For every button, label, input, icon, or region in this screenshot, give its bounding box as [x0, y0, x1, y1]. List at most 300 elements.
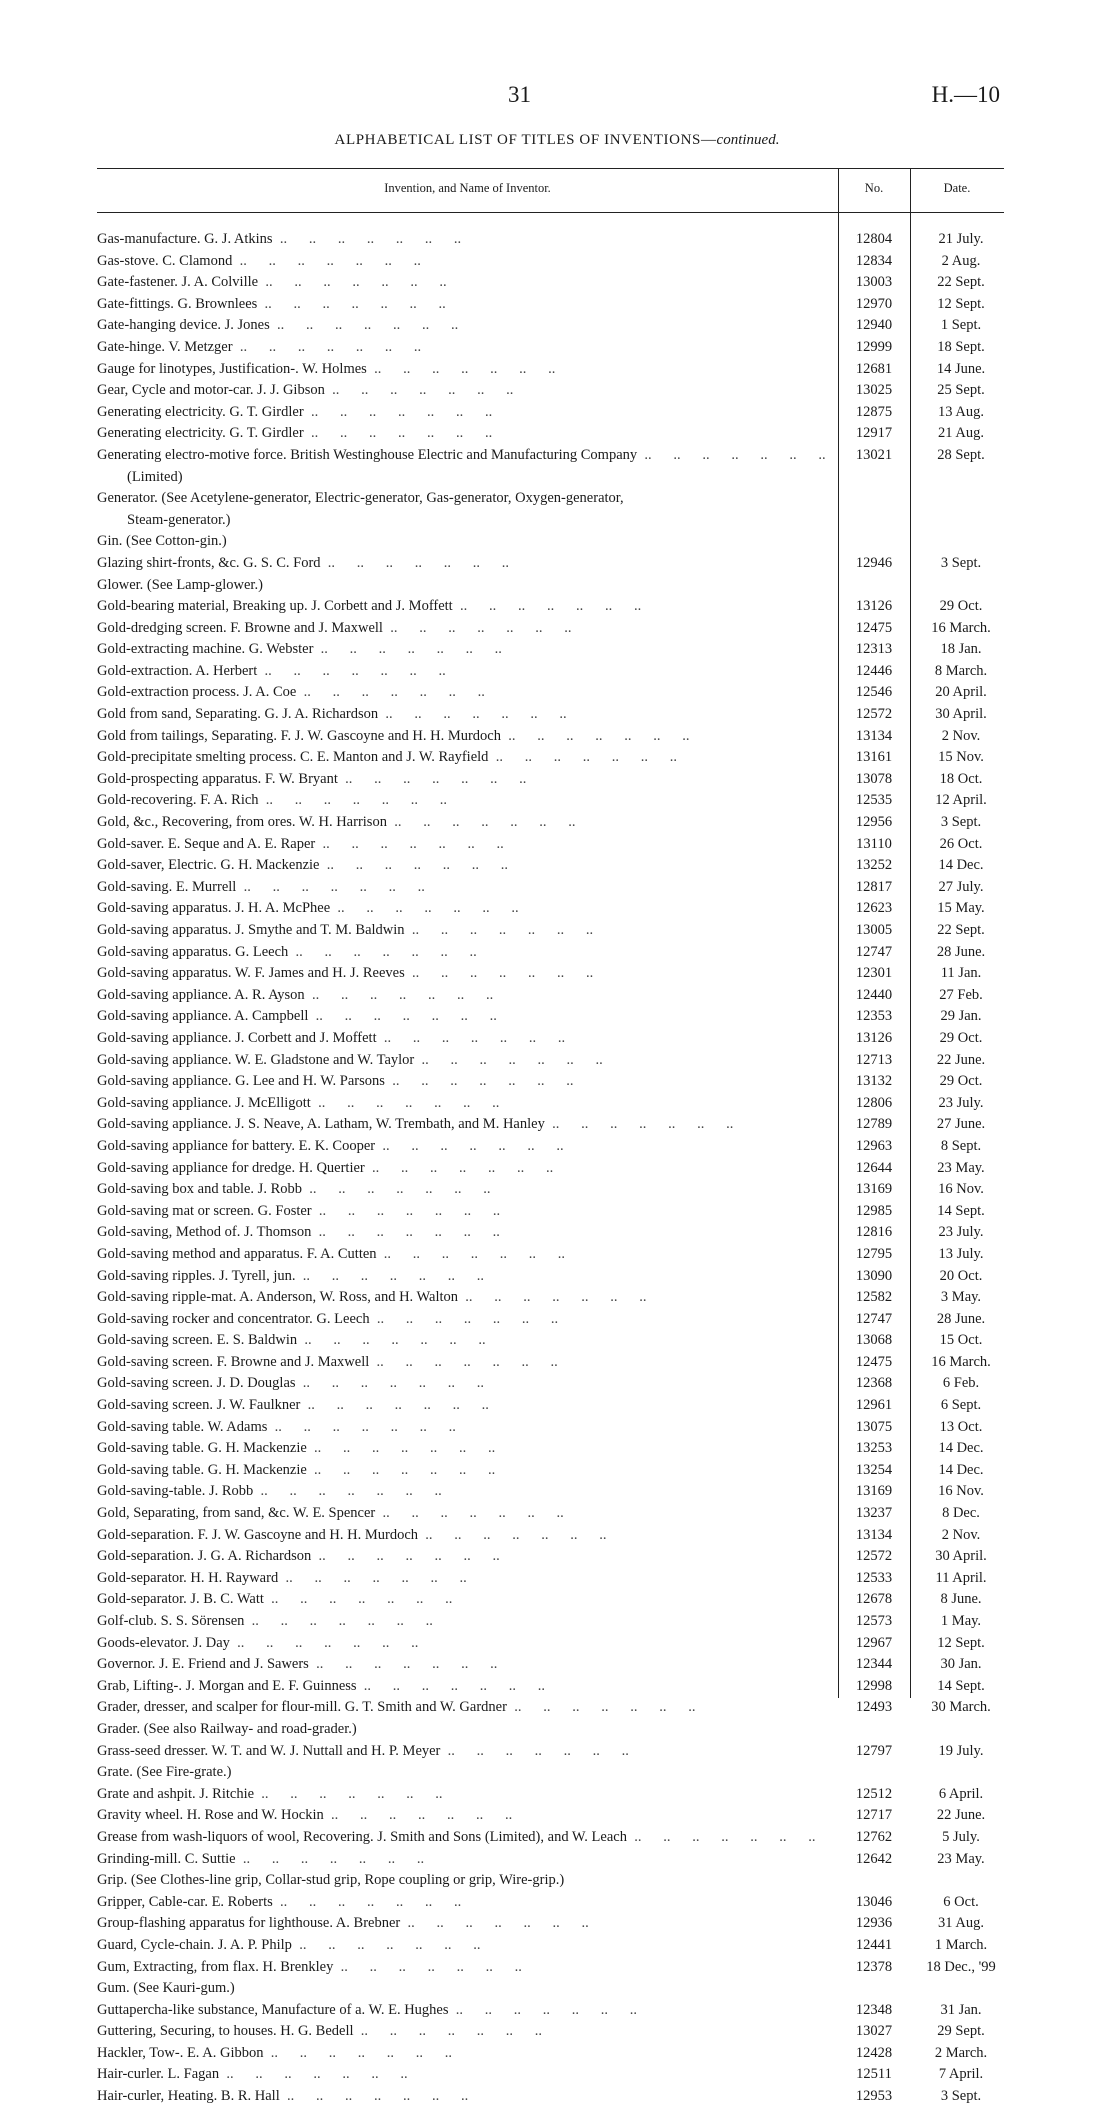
- patent-number: 13169: [855, 1181, 893, 1198]
- patent-number: 12817: [855, 878, 893, 895]
- dot-leader: .. .. .. .. .. .. ..: [232, 252, 421, 269]
- list-item: [97, 317, 1004, 339]
- dot-leader: .. .. .. .. .. .. ..: [272, 231, 462, 247]
- list-item: [97, 1462, 1004, 1484]
- patent-date: 2 Aug.: [941, 252, 981, 269]
- invention-title: [97, 641, 827, 658]
- patent-number: 13046: [855, 1893, 893, 1910]
- patent-number: 13068: [855, 1332, 893, 1349]
- patent-date: 27 July.: [938, 878, 984, 895]
- patent-date: 22 Sept.: [937, 274, 985, 291]
- invention-title: [97, 1505, 827, 1522]
- patent-number: 12368: [855, 1375, 893, 1392]
- invention-title: [97, 1289, 827, 1306]
- dot-leader: .. .. .. .. .. .. ..: [375, 1505, 564, 1522]
- patent-number: 12446: [855, 662, 893, 679]
- dot-leader: .. .. .. .. .. .. ..: [637, 446, 826, 463]
- patent-number: 12572: [855, 1548, 893, 1565]
- patent-date: 27 Feb.: [939, 986, 983, 1003]
- invention-title-text: Gold-saving apparatus. J. H. A. McPhee: [97, 900, 331, 917]
- list-item: [97, 1224, 1004, 1246]
- invention-title: [97, 1181, 827, 1198]
- patent-date: 22 Sept.: [937, 922, 985, 938]
- list-item: [97, 274, 1004, 296]
- patent-date: 14 Sept.: [937, 1677, 985, 1694]
- dot-leader: .. .. .. .. .. .. ..: [320, 554, 510, 571]
- invention-title-text: Grease from wash-liquors of wool, Recovering. J. Smith and Sons (Limited), and W. Leach: [97, 1828, 627, 1845]
- dot-leader: .. .. .. .. .. .. ..: [229, 1634, 419, 1651]
- list-item: [97, 1851, 1004, 1873]
- patent-date: 31 Aug.: [938, 1915, 984, 1932]
- list-item: [97, 1786, 1004, 1808]
- invention-title-text: Gold-saving appliance. G. Lee and H. W. Parsons: [97, 1073, 385, 1090]
- invention-title: [97, 404, 827, 421]
- invention-title-text: Gold-saving method and apparatus. F. A. Cutten: [97, 1245, 377, 1262]
- patent-date: 22 June.: [936, 1051, 986, 1068]
- dot-leader: .. .. .. .. .. .. ..: [279, 2088, 469, 2105]
- invention-title: [97, 1959, 827, 1976]
- patent-date: 14 Dec.: [938, 857, 984, 874]
- list-item: [97, 1915, 1004, 1937]
- list-item: [97, 1894, 1004, 1916]
- invention-title: [97, 1311, 827, 1328]
- patent-number: 12875: [855, 403, 893, 420]
- invention-title-text: Gold-saving mat or screen. G. Foster: [97, 1202, 312, 1219]
- invention-title-text: Gas-stove. C. Clamond: [97, 252, 233, 269]
- dot-leader: .. .. .. .. .. .. ..: [311, 1202, 501, 1219]
- invention-title: [97, 2066, 827, 2083]
- dot-leader: .. .. .. .. .. .. ..: [303, 425, 493, 442]
- patent-date: 20 Oct.: [939, 1267, 983, 1284]
- invention-title-text: Glazing shirt-fronts, &c. G. S. C. Ford: [97, 554, 321, 571]
- invention-title-text: Gold-saving ripples. J. Tyrell, jun.: [97, 1267, 296, 1284]
- patent-date: 20 April.: [935, 684, 987, 701]
- list-item: [97, 663, 1004, 685]
- invention-title-text: Gold-saving. E. Murrell: [97, 878, 237, 895]
- list-item: [97, 792, 1004, 814]
- list-item: [97, 1073, 1004, 1095]
- invention-title: [97, 1786, 827, 1803]
- patent-date: 16 March.: [931, 1353, 991, 1370]
- dot-leader: .. .. .. .. .. .. ..: [378, 706, 567, 723]
- list-item: [97, 2088, 1004, 2110]
- invention-title: [97, 425, 827, 442]
- inventions-list: [97, 231, 1004, 2110]
- invention-title: [97, 1052, 827, 1069]
- list-item: [97, 1807, 1004, 1829]
- patent-number: 12953: [855, 2088, 893, 2105]
- dot-leader: .. .. .. .. .. .. ..: [253, 1483, 442, 1500]
- patent-date: 8 Dec.: [942, 1505, 980, 1522]
- invention-title-text: Gin. (See Cotton-gin.): [97, 533, 227, 550]
- invention-title: [97, 944, 827, 961]
- invention-title: [97, 965, 827, 982]
- invention-title: [97, 361, 827, 378]
- dot-leader: .. .. .. .. .. .. ..: [306, 1440, 496, 1457]
- patent-date: 14 Sept.: [937, 1202, 985, 1219]
- patent-date: 11 April.: [935, 1569, 987, 1586]
- invention-title-text: Grate and ashpit. J. Ritchie: [97, 1785, 255, 1802]
- list-item: [97, 1268, 1004, 1290]
- patent-date: 6 Sept.: [940, 1397, 982, 1414]
- patent-date: 13 July.: [938, 1245, 984, 1262]
- patent-date: 13 Oct.: [939, 1418, 983, 1435]
- list-item: [97, 1116, 1004, 1138]
- list-item: [97, 1872, 1004, 1894]
- list-item: [97, 1980, 1004, 2002]
- invention-title-text: Gravity wheel. H. Rose and W. Hockin: [97, 1807, 324, 1824]
- column-header-date: Date.: [943, 181, 971, 195]
- list-item: [97, 879, 1004, 901]
- invention-title: [97, 447, 827, 464]
- invention-title: [97, 1095, 827, 1112]
- invention-title: [97, 836, 827, 853]
- patent-date: 8 June.: [940, 1591, 982, 1608]
- dot-leader: .. .. .. .. .. .. ..: [386, 814, 576, 831]
- dot-leader: .. .. .. .. .. .. ..: [488, 749, 677, 766]
- patent-date: 15 Oct.: [939, 1332, 983, 1349]
- patent-date: 8 Sept.: [940, 1137, 982, 1154]
- patent-number: 12956: [855, 814, 893, 831]
- patent-number: 12963: [855, 1137, 893, 1154]
- invention-title: [97, 728, 827, 745]
- invention-title: [97, 1721, 827, 1738]
- invention-title-text: Grate. (See Fire-grate.): [97, 1764, 232, 1781]
- list-item: [97, 512, 1004, 534]
- document-code: H.—10: [931, 82, 1000, 107]
- list-item: [97, 2023, 1004, 2045]
- list-item: [97, 1764, 1004, 1786]
- patent-date: 29 Oct.: [939, 598, 983, 615]
- invention-title: [97, 1375, 827, 1392]
- list-item: [97, 361, 1004, 383]
- list-item: [97, 1354, 1004, 1376]
- invention-title: [97, 1354, 827, 1371]
- invention-title-text: Steam-generator.): [127, 511, 231, 528]
- invention-title-text: Gold-saving appliance. W. E. Gladstone and W. Taylor: [97, 1051, 415, 1068]
- list-item: [97, 1332, 1004, 1354]
- dot-leader: .. .. .. .. .. .. ..: [544, 1116, 734, 1133]
- invention-title: [97, 1138, 827, 1155]
- dot-leader: .. .. .. .. .. .. ..: [315, 835, 504, 852]
- invention-title: [97, 2023, 827, 2040]
- invention-title-text: Gold-saving table. G. H. Mackenzie: [97, 1440, 307, 1457]
- invention-title: [97, 1268, 827, 1285]
- invention-title: [97, 253, 827, 270]
- invention-title-text: Gold-saving apparatus. J. Smythe and T. M. Baldwin: [97, 922, 405, 938]
- list-item: [97, 684, 1004, 706]
- dot-leader: .. .. .. .. .. .. ..: [300, 1397, 489, 1414]
- invention-title: [97, 1397, 827, 1414]
- invention-title-text: Gold-precipitate smelting process. C. E. Manton and J. W. Rayfield: [97, 749, 489, 766]
- patent-number: 12428: [855, 2044, 893, 2061]
- dot-leader: .. .. .. .. .. .. ..: [414, 1051, 603, 1068]
- patent-date: 14 Dec.: [938, 1461, 984, 1478]
- invention-title: [97, 469, 827, 486]
- dot-leader: .. .. .. .. .. .. ..: [369, 1310, 559, 1327]
- invention-title: [97, 1419, 827, 1436]
- patent-date: 1 March.: [934, 1936, 988, 1953]
- invention-title: [97, 1980, 827, 1997]
- invention-title: [97, 1743, 827, 1760]
- invention-title-text: Gold-saving table. W. Adams: [97, 1418, 268, 1435]
- patent-date: 6 April.: [938, 1785, 984, 1802]
- patent-number: 12804: [855, 231, 893, 247]
- invention-title-text: Gold-saving appliance. A. R. Ayson: [97, 986, 305, 1003]
- invention-title-text: Gold-saving screen. J. D. Douglas: [97, 1375, 296, 1392]
- invention-title: [97, 1937, 827, 1954]
- invention-title-text: Generating electricity. G. T. Girdler: [97, 425, 304, 442]
- dot-leader: .. .. .. .. .. .. ..: [506, 1699, 696, 1716]
- patent-number: 12917: [855, 425, 893, 442]
- patent-number: 12999: [855, 338, 893, 355]
- list-item: [97, 1030, 1004, 1052]
- invention-title-text: Hair-curler, Heating. B. R. Hall: [97, 2088, 280, 2105]
- dot-leader: .. .. .. .. .. .. ..: [272, 1893, 462, 1910]
- dot-leader: .. .. .. .. .. .. ..: [418, 1526, 607, 1543]
- invention-title-text: Gold-saving table. G. H. Mackenzie: [97, 1461, 307, 1478]
- patent-number: 13253: [855, 1440, 893, 1457]
- invention-title: [97, 1591, 827, 1608]
- invention-title: [97, 1656, 827, 1673]
- patent-date: 6 Oct.: [943, 1893, 979, 1910]
- patent-number: 12834: [855, 252, 893, 269]
- list-item: [97, 944, 1004, 966]
- invention-title-text: Glower. (See Lamp-glower.): [97, 576, 263, 593]
- dot-leader: .. .. .. .. .. .. ..: [297, 1332, 486, 1349]
- invention-title-text: Gold-saving apparatus. W. F. James and H. J. Reeves: [97, 965, 405, 982]
- patent-number: 12348: [855, 2001, 893, 2018]
- dot-leader: .. .. .. .. .. .. ..: [244, 1613, 433, 1629]
- dot-leader: .. .. .. .. .. .. ..: [500, 727, 690, 744]
- patent-date: 21 July.: [938, 231, 984, 247]
- invention-title: [97, 879, 827, 896]
- list-item: [97, 1570, 1004, 1592]
- invention-title-text: Gold-saving appliance. J. McElligott: [97, 1094, 311, 1111]
- patent-number: 12623: [855, 900, 893, 917]
- patent-number: 12967: [855, 1634, 893, 1651]
- list-item: [97, 2066, 1004, 2088]
- dot-leader: .. .. .. .. .. .. ..: [308, 1008, 497, 1025]
- invention-title-text: Grip. (See Clothes-line grip, Collar-stud grip, Rope coupling or grip, Wire-grip.): [97, 1872, 565, 1889]
- patent-date: 26 Oct.: [939, 835, 983, 852]
- list-item: [97, 857, 1004, 879]
- invention-title-text: Gate-fastener. J. A. Colville: [97, 274, 259, 291]
- patent-number: 12493: [855, 1699, 893, 1716]
- invention-title: [97, 1203, 827, 1220]
- dot-leader: .. .. .. .. .. .. ..: [311, 1224, 500, 1241]
- dot-leader: .. .. .. .. .. .. ..: [308, 1656, 498, 1673]
- dot-leader: .. .. .. .. .. .. ..: [337, 770, 527, 787]
- list-item: [97, 1181, 1004, 1203]
- invention-title: [97, 1570, 827, 1587]
- invention-title: [97, 1030, 827, 1047]
- list-item: [97, 922, 1004, 944]
- list-item: [97, 1375, 1004, 1397]
- list-item: [97, 1635, 1004, 1657]
- patent-date: 14 Dec.: [938, 1440, 984, 1457]
- patent-date: 18 Sept.: [937, 338, 985, 355]
- invention-title-text: Governor. J. E. Friend and J. Sawers: [97, 1656, 309, 1673]
- patent-number: 12795: [855, 1245, 893, 1262]
- patent-number: 12301: [855, 965, 893, 982]
- invention-title-text: Gold-saving appliance. A. Campbell: [97, 1008, 309, 1025]
- list-item: [97, 1505, 1004, 1527]
- list-item: [97, 577, 1004, 599]
- invention-title-text: Gold-dredging screen. F. Browne and J. Maxwell: [97, 619, 383, 636]
- invention-title-text: Group-flashing apparatus for lighthouse. A. Brebner: [97, 1915, 401, 1932]
- list-item: [97, 1311, 1004, 1333]
- dot-leader: .. .. .. .. .. .. ..: [288, 943, 477, 960]
- dot-leader: .. .. .. .. .. .. ..: [384, 1073, 574, 1090]
- dot-leader: .. .. .. .. .. .. ..: [333, 1958, 522, 1975]
- patent-number: 13090: [855, 1267, 893, 1284]
- invention-title: [97, 598, 827, 615]
- patent-date: 5 July.: [942, 1828, 980, 1845]
- invention-title: [97, 339, 827, 356]
- patent-number: 12806: [855, 1094, 893, 1111]
- patent-number: 13075: [855, 1418, 893, 1435]
- list-item: [97, 1743, 1004, 1765]
- patent-number: 12441: [855, 1936, 893, 1953]
- patent-date: 29 Oct.: [939, 1029, 983, 1046]
- invention-title: [97, 274, 827, 291]
- list-item: [97, 404, 1004, 426]
- list-item: [97, 490, 1004, 512]
- patent-number: 12717: [855, 1807, 893, 1824]
- patent-number: 12572: [855, 706, 893, 723]
- column-header-no: No.: [864, 181, 884, 195]
- invention-title-text: Gold-separation. J. G. A. Richardson: [97, 1548, 312, 1565]
- patent-number: 13126: [855, 1029, 893, 1046]
- list-item: [97, 339, 1004, 361]
- invention-title: [97, 684, 827, 701]
- dot-leader: .. .. .. .. .. .. ..: [404, 965, 594, 982]
- dot-leader: .. .. .. .. .. .. ..: [376, 1029, 566, 1046]
- list-item: [97, 836, 1004, 858]
- patent-number: 12582: [855, 1289, 893, 1306]
- dot-leader: .. .. .. .. .. .. ..: [330, 900, 519, 917]
- invention-title: [97, 857, 827, 874]
- patent-date: 16 March.: [931, 619, 991, 636]
- patent-number: 12546: [855, 684, 893, 701]
- patent-date: 3 Sept.: [940, 814, 982, 831]
- list-item: [97, 1095, 1004, 1117]
- patent-number: 12946: [855, 554, 893, 571]
- header-bottom-rule: [97, 212, 1004, 213]
- patent-date: 3 Sept.: [940, 2088, 982, 2105]
- invention-title-text: Guttapercha-like substance, Manufacture of a. W. E. Hughes: [97, 2001, 449, 2018]
- patent-number: 12642: [855, 1850, 893, 1867]
- patent-number: 13169: [855, 1483, 893, 1500]
- invention-title: [97, 792, 827, 809]
- patent-date: 27 June.: [936, 1116, 986, 1133]
- patent-number: 12681: [855, 360, 893, 377]
- patent-number: 12936: [855, 1915, 893, 1932]
- list-item: [97, 1721, 1004, 1743]
- patent-number: 13005: [855, 922, 893, 938]
- patent-date: 11 Jan.: [940, 965, 982, 982]
- invention-title-text: Gold-saving appliance. J. Corbett and J. Moffett: [97, 1029, 377, 1046]
- dot-leader: .. .. .. .. .. .. ..: [366, 360, 556, 377]
- list-item: [97, 1440, 1004, 1462]
- invention-title-text: Gate-hinge. V. Metzger: [97, 338, 233, 355]
- dot-leader: .. .. .. .. .. .. ..: [319, 857, 508, 874]
- invention-title-text: Gripper, Cable-car. E. Roberts: [97, 1893, 273, 1910]
- patent-date: 23 July.: [938, 1224, 984, 1241]
- invention-title-text: Gold-saver, Electric. G. H. Mackenzie: [97, 857, 320, 874]
- patent-date: 3 Sept.: [940, 554, 982, 571]
- patent-number: 12644: [855, 1159, 893, 1176]
- dot-leader: .. .. .. .. .. .. ..: [356, 1677, 546, 1694]
- invention-title-text: Gold from sand, Separating. G. J. A. Richardson: [97, 706, 379, 723]
- dot-leader: .. .. .. .. .. .. ..: [376, 1245, 566, 1262]
- patent-date: 2 Nov.: [941, 727, 981, 744]
- list-item: [97, 749, 1004, 771]
- patent-date: 28 June.: [936, 1310, 986, 1327]
- patent-number: 12747: [855, 943, 893, 960]
- header-top-rule: [97, 168, 1004, 169]
- patent-number: 12998: [855, 1677, 893, 1694]
- invention-title: [97, 1851, 827, 1868]
- patent-date: 8 March.: [934, 662, 988, 679]
- patent-date: 1 Sept.: [940, 317, 982, 334]
- patent-date: 22 June.: [936, 1807, 986, 1824]
- invention-title-text: Gold-saving screen. J. W. Faulkner: [97, 1397, 301, 1414]
- list-item: [97, 1937, 1004, 1959]
- patent-number: 12970: [855, 295, 893, 312]
- list-item: [97, 1656, 1004, 1678]
- list-item: [97, 987, 1004, 1009]
- invention-title-text: Gauge for linotypes, Justification-. W. Holmes: [97, 360, 367, 377]
- invention-title-text: Generating electricity. G. T. Girdler: [97, 403, 304, 420]
- invention-title-text: Gold-saving appliance. J. S. Neave, A. Latham, W. Trembath, and M. Hanley: [97, 1116, 545, 1133]
- invention-title-text: Gear, Cycle and motor-car. J. J. Gibson: [97, 382, 325, 399]
- invention-title-text: Gold-saving appliance for dredge. H. Quertier: [97, 1159, 365, 1176]
- list-item: [97, 814, 1004, 836]
- patent-number: 12573: [855, 1613, 893, 1629]
- invention-title-text: Gold, &c., Recovering, from ores. W. H. Harrison: [97, 814, 387, 831]
- invention-title: [97, 1483, 827, 1500]
- invention-title-text: Gold-saving appliance for battery. E. K. Cooper: [97, 1137, 376, 1154]
- patent-number: 13134: [855, 727, 893, 744]
- patent-number: 12353: [855, 1008, 893, 1025]
- invention-title: [97, 1635, 827, 1652]
- patent-date: 12 Sept.: [937, 295, 985, 312]
- invention-title-text: Goods-elevator. J. Day: [97, 1634, 230, 1651]
- list-item: [97, 253, 1004, 275]
- dot-leader: .. .. .. .. .. .. ..: [257, 662, 446, 679]
- list-item: [97, 382, 1004, 404]
- list-title-suffix: continued.: [716, 132, 780, 148]
- patent-number: 12512: [855, 1785, 893, 1802]
- invention-title-text: Gold-separator. J. B. C. Watt: [97, 1591, 264, 1608]
- patent-date: 31 Jan.: [940, 2001, 982, 2018]
- patent-number: 12535: [855, 792, 893, 809]
- invention-title-text: Gold-prospecting apparatus. F. W. Bryant: [97, 770, 338, 787]
- invention-title-text: Grader, dresser, and scalper for flour-mill. G. T. Smith and W. Gardner: [97, 1699, 507, 1716]
- patent-number: 12797: [855, 1742, 893, 1759]
- invention-title-text: Gum. (See Kauri-gum.): [97, 1980, 235, 1997]
- invention-title: [97, 533, 827, 550]
- invention-title-text: Hackler, Tow-. E. A. Gibbon: [97, 2044, 264, 2061]
- invention-title-text: Gold-separator. H. H. Rayward: [97, 1569, 279, 1586]
- invention-title: [97, 1527, 827, 1544]
- list-item: [97, 900, 1004, 922]
- dot-leader: .. .. .. .. .. .. ..: [219, 2066, 408, 2083]
- list-item: [97, 1138, 1004, 1160]
- list-item: [97, 1829, 1004, 1851]
